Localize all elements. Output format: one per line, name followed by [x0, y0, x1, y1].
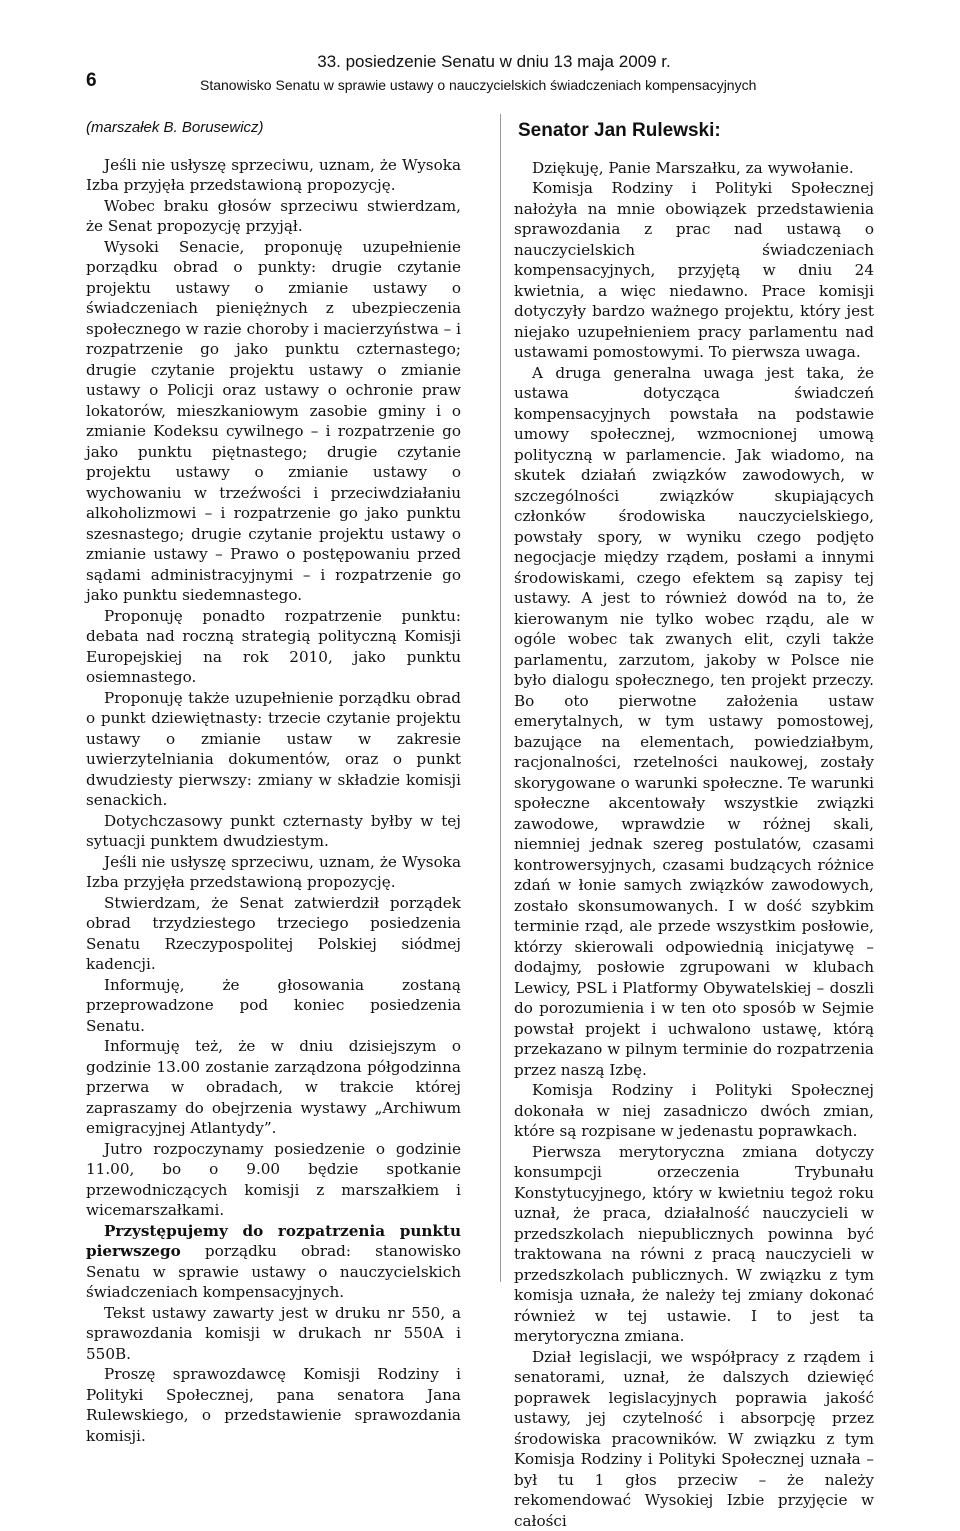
session-title: 33. posiedzenie Senatu w dniu 13 maja 2009 r.	[0, 52, 960, 72]
paragraph: Proponuję ponadto rozpatrzenie punktu: debata nad roczną strategią polityczną Komisji Europejskiej na rok 2010, jako punktu osiemnastego.	[86, 606, 461, 688]
paragraph: A druga generalna uwaga jest taka, że ustawa dotycząca świadczeń kompensacyjnych powstała na podstawie umowy społecznej, wzmocnionej umową polityczną w parlamencie. Jak wiadomo, na skutek działań związków zawodowych, w szczególności związków skupiających członków środowiska nauczycielskiego, powstały spory, w wyniku czego podjęto negocjacje między rządem, posłami a innymi środowiskami, czego efektem są zapisy tej ustawy. A jest to również dowód na to, że kierowanym nie tylko wobec rządu, ale w ogóle wobec tak zwanych elit, czyli także parlamentu, zarzutom, jakoby w Polsce nie było dialogu społecznego, ten projekt przeczy. Bo oto pierwotne założenia ustaw emerytalnych, w tym ustawy pomostowej, bazujące na elementach, powiedziałbym, racjonalności, rzetelności naukowej, zostały skorygowane o warunki społeczne. Te warunki społeczne akcentowały wszystkie związki zawodowe, wprawdzie w różnej skali, niemniej jednak szereg postulatów, czasami kontrowersyjnych, czasami budzących różnice zdań w łonie samych związków zawodowych, zostało skonsumowanych. I w dość szybkim terminie rząd, ale przede wszystkim posłowie, którzy skierowali odpowiednią inicjatywę – dodajmy, posłowie zgrupowani w klubach Lewicy, PSL i Platformy Obywatelskiej – doszli do porozumienia i w ten oto sposób w Sejmie powstał projekt i uchwalono ustawę, którą przekazano w pilnym terminie do rozpatrzenia przez naszą Izbę.	[514, 363, 874, 1081]
bold-lead: Przystępujemy do rozpatrzenia punktu pierwszego	[86, 1222, 461, 1261]
agenda-paragraph	[86, 1221, 461, 1303]
paragraph: Wysoki Senacie, proponuję uzupełnienie porządku obrad o punkty: drugie czytanie projektu ustawy o zmianie ustawy o świadczeniach pieniężnych z ubezpieczenia społecznego w razie choroby i macierzyństwa – i rozpatrzenie go jako punktu czternastego; drugie czytanie projektu ustawy o zmianie ustawy o Policji oraz ustawy o ochronie praw lokatorów, mieszkaniowym zasobie gminy i o zmianie Kodeksu cywilnego – i rozpatrzenie go jako punktu piętnastego; drugie czytanie projektu ustawy o zmianie ustawy o wychowaniu w trzeźwości i przeciwdziałaniu alkoholizmowi – i rozpatrzenie go jako punktu szesnastego; drugie czytanie projektu ustawy o zmianie ustawy – Prawo o postępowaniu przed sądami administracyjnymi – i rozpatrzenie go jako punktu siedemnastego.	[86, 237, 461, 606]
paragraph: Proszę sprawozdawcę Komisji Rodziny i Polityki Społecznej, pana senatora Jana Rulewskiego, o przedstawienie sprawozdania komisji.	[86, 1364, 461, 1446]
paragraph: Dział legislacji, we współpracy z rządem i senatorami, uznał, że dalszych dziewięć poprawek legislacyjnych poprawia jakość ustawy, jej czytelność i absorpcję przez środowiska pracowników. W związku z tym Komisja Rodziny i Polityki Społecznej uznała – był tu 1 głos przeciw – że należy rekomendować Wysokiej Izbie przyjęcie w całości	[514, 1347, 874, 1531]
right-column	[514, 118, 874, 1531]
paragraph: Informuję też, że w dniu dzisiejszym o godzinie 13.00 zostanie zarządzona półgodzinna przerwa w obradach, w trakcie której zapraszamy do obejrzenia wystawy „Archiwum emigracyjnej Atlantydy”.	[86, 1036, 461, 1139]
paragraph: Komisja Rodziny i Polityki Społecznej nałożyła na mnie obowiązek przedstawienia sprawozdania z prac nad ustawą o nauczycielskich świadczeniach kompensacyjnych, przyjętą w dniu 24 kwietnia, a więc niedawno. Prace komisji dotyczyły bardzo ważnego projektu, który jest niejako uzupełnieniem pracy parlamentu nad ustawami pomostowymi. To pierwsza uwaga.	[514, 178, 874, 363]
paragraph: Wobec braku głosów sprzeciwu stwierdzam, że Senat propozycję przyjął.	[86, 196, 461, 237]
paragraph: Jutro rozpoczynamy posiedzenie o godzinie 11.00, bo o 9.00 będzie spotkanie przewodniczących komisji z marszałkiem i wicemarszałkami.	[86, 1139, 461, 1221]
paragraph: Pierwsza merytoryczna zmiana dotyczy konsumpcji orzeczenia Trybunału Konstytucyjnego, który w kwietniu tegoż roku uznał, że praca, działalność nauczycieli w przedszkolach niepublicznych powinna być traktowana na równi z pracą nauczycieli w przedszkolach publicznych. W związku z tym komisja uznała, że należy tej zmiany dokonać również w tej ustawie. I to jest ta merytoryczna zmiana.	[514, 1142, 874, 1347]
paragraph: Informuję, że głosowania zostaną przeprowadzone pod koniec posiedzenia Senatu.	[86, 975, 461, 1037]
paragraph: Dotychczasowy punkt czternasty byłby w tej sytuacji punktem dwudziestym.	[86, 811, 461, 852]
paragraph: Komisja Rodziny i Polityki Społecznej dokonała w niej zasadniczo dwóch zmian, które są rozpisane w jedenastu poprawkach.	[514, 1080, 874, 1142]
page-subtitle: Stanowisko Senatu w sprawie ustawy o nauczycielskich świadczeniach kompensacyjnych	[200, 77, 756, 93]
paragraph-rest: porządku obrad: stanowisko Senatu w sprawie ustawy o nauczycielskich świadczeniach kompensacyjnych.	[86, 1242, 461, 1301]
speaker-note: (marszałek B. Borusewicz)	[86, 118, 461, 139]
speaker-heading: Senator Jan Rulewski:	[518, 121, 874, 142]
paragraph: Proponuję także uzupełnienie porządku obrad o punkt dziewiętnasty: trzecie czytanie projektu ustawy o zmianie ustaw w zakresie uwierzytelniania dokumentów, oraz o punkt dwudziesty pierwszy: zmiany w składzie komisji senackich.	[86, 688, 461, 811]
paragraph: Jeśli nie usłyszę sprzeciwu, uznam, że Wysoka Izba przyjęła przedstawioną propozycję.	[86, 852, 461, 893]
left-column	[86, 118, 461, 1446]
paragraph: Jeśli nie usłyszę sprzeciwu, uznam, że Wysoka Izba przyjęła przedstawioną propozycję.	[86, 155, 461, 196]
page-header	[0, 0, 960, 110]
paragraph: Tekst ustawy zawarty jest w druku nr 550, a sprawozdania komisji w drukach nr 550A i 550B.	[86, 1303, 461, 1365]
column-divider	[500, 114, 501, 1282]
paragraph: Stwierdzam, że Senat zatwierdził porządek obrad trzydziestego trzeciego posiedzenia Senatu Rzeczypospolitej Polskiej siódmej kadencji.	[86, 893, 461, 975]
paragraph: Dziękuję, Panie Marszałku, za wywołanie.	[514, 158, 874, 179]
page-number: 6	[86, 70, 97, 92]
